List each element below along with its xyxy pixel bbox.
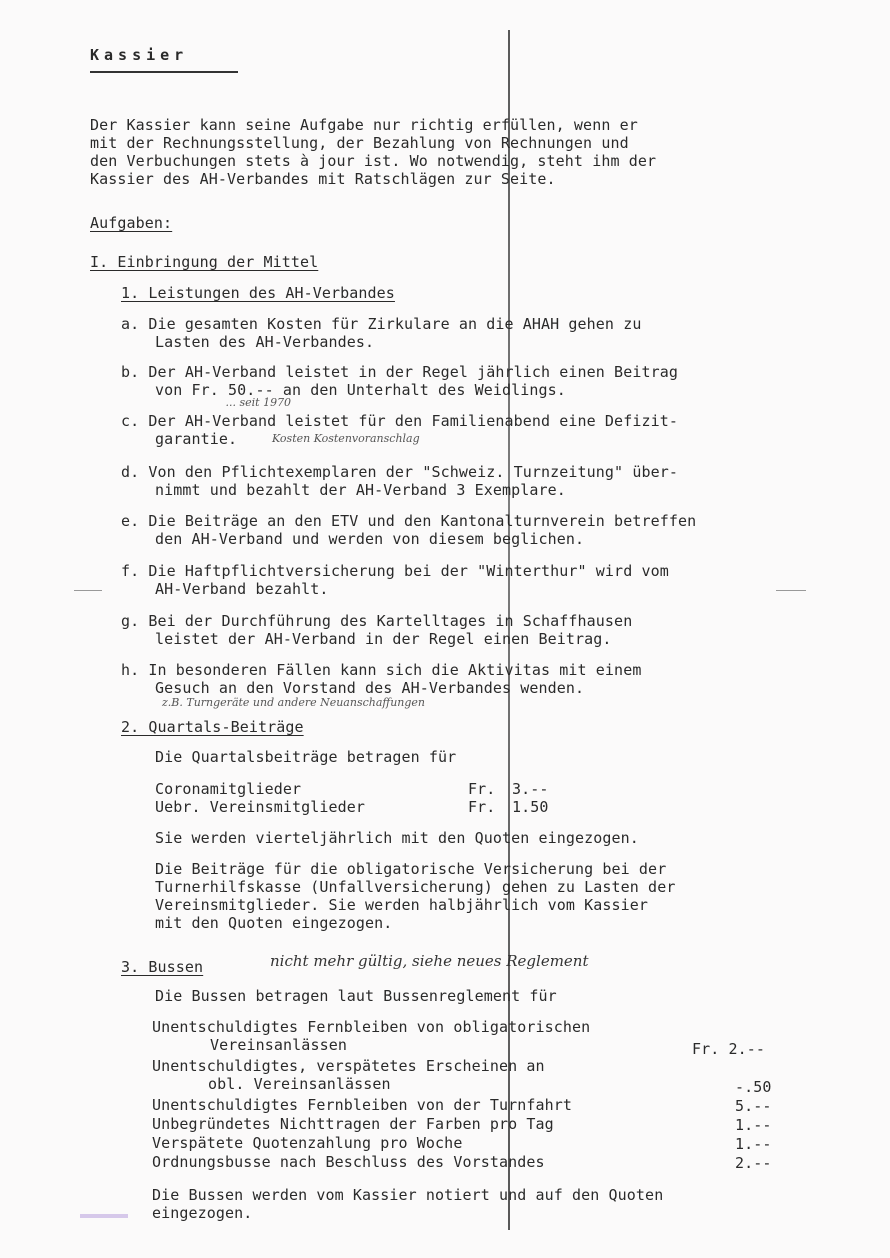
section-1-heading: I. Einbringung der Mittel bbox=[90, 253, 319, 271]
subsection-1-heading: 1. Leistungen des AH-Verbandes bbox=[121, 284, 395, 302]
margin-mark bbox=[80, 1214, 128, 1218]
handwritten-note: Kosten Kostenvoranschlag bbox=[272, 432, 420, 445]
handwritten-note: z.B. Turngeräte und andere Neuanschaffungen bbox=[162, 696, 426, 709]
handwritten-note: ... seit 1970 bbox=[215, 396, 292, 409]
fee-label: Coronamitglieder bbox=[155, 780, 302, 798]
fee-amount: 3.-- bbox=[512, 780, 549, 798]
subsection-3-heading: 3. Bussen bbox=[121, 958, 204, 976]
quarterly-collection-text: Sie werden vierteljährlich mit den Quoten eingezogen. bbox=[155, 829, 639, 847]
fines-intro: Die Bussen betragen laut Bussenreglement für bbox=[155, 987, 557, 1005]
fee-currency: Fr. bbox=[468, 780, 496, 798]
fine-label: Unentschuldigtes Fernbleiben von der Turnfahrt bbox=[152, 1096, 573, 1114]
page-title: Kassier bbox=[90, 46, 189, 64]
fine-label: Unbegründetes Nichttragen der Farben pro Tag bbox=[152, 1115, 554, 1133]
intro-line: Kassier des AH-Verbandes mit Ratschlägen zur Seite. bbox=[90, 170, 556, 188]
fine-label: Vereinsanlässen bbox=[210, 1036, 347, 1054]
margin-mark bbox=[74, 590, 102, 591]
fine-amount: 2.-- bbox=[735, 1154, 772, 1172]
subsection-2-heading: 2. Quartals-Beiträge bbox=[121, 718, 304, 736]
intro-line: den Verbuchungen stets à jour ist. Wo notwendig, steht ihm der bbox=[90, 152, 657, 170]
fee-currency: Fr. bbox=[468, 798, 496, 816]
fine-label: Unentschuldigtes Fernbleiben von obligatorischen bbox=[152, 1018, 591, 1036]
fine-amount: Fr. 2.-- bbox=[692, 1040, 766, 1058]
title-underline bbox=[90, 71, 238, 73]
fine-amount: -.50 bbox=[735, 1078, 772, 1096]
fine-label: Verspätete Quotenzahlung pro Woche bbox=[152, 1134, 463, 1152]
margin-mark bbox=[776, 590, 806, 591]
handwritten-note: nicht mehr gültig, siehe neues Reglement bbox=[270, 952, 589, 970]
fine-label: Unentschuldigtes, verspätetes Erscheinen an bbox=[152, 1057, 545, 1075]
fee-label: Uebr. Vereinsmitglieder bbox=[155, 798, 366, 816]
fee-amount: 1.50 bbox=[512, 798, 549, 816]
fine-label: obl. Vereinsanlässen bbox=[208, 1075, 391, 1093]
fine-amount: 5.-- bbox=[735, 1097, 772, 1115]
quarterly-intro: Die Quartalsbeiträge betragen für bbox=[155, 748, 457, 766]
fine-amount: 1.-- bbox=[735, 1116, 772, 1134]
intro-line: Der Kassier kann seine Aufgabe nur richtig erfüllen, wenn er bbox=[90, 116, 638, 134]
document-page: Kassier Der Kassier kann seine Aufgabe nur richtig erfüllen, wenn er mit der Rechnungsstellung, der Bezahlung von Rechnungen und den Verbuchungen stets à jour ist. Wo notwendig, steht ihm der Kassier des AH-Verbandes mit Ratschlägen zur Seite. Aufgaben: I. Einbringung der Mittel 1. Leistungen des AH-Verbandes a. Die gesamten Kosten für Zirkulare an die AHAH gehen zu Lasten des AH-Verbandes. b. Der AH-Verband leistet in der Regel jährlich einen Beitrag von Fr. 50.-- an den Unterhalt des Weidlings. ... seit 1970 c. Der AH-Verband leistet für den Familienabend eine Defizit- garantie. Kosten Kostenvoranschlag d. Von den Pflichtexemplaren der "Schweiz. Turnzeitung" über- nimmt und bezahlt der AH-Verband 3 Exemplare. e. Die Beiträge an den ETV und den Kantonalturnverein betreffen den AH-Verband und werden von diesem beglichen. f. Die Haftpflichtversicherung bei der "Winterthur" wird vom AH-Verband bezahlt. g. Bei der Durchführung des Kartelltages in Schaffhausen leistet der AH-Verband in der Regel einen Beitrag. h. In besonderen Fällen kann sich die Aktivitas mit einem Gesuch an den Vorstand des AH-Verbandes wenden. z.B. Turngeräte und andere Neuanschaffungen 2. Quartals-Beiträge Die Quartalsbeiträge betragen für Coronamitglieder Fr. 3.-- Uebr. Vereinsmitglieder Fr. 1.50 Sie werden vierteljährlich mit den Quoten eingezogen. Die Beiträge für die obligatorische Versicherung bei der Turnerhilfskasse (Unfallversicherung) gehen zu Lasten der Vereinsmitglieder. Sie werden halbjährlich vom Kassier mit den Quoten eingezogen. 3. Bussen nicht mehr gültig, siehe neues Reglement Die Bussen betragen laut Bussenreglement für Unentschuldigtes Fernbleiben von obligatorischen Vereinsanlässen Fr. 2.-- Unentschuldigtes, verspätetes Erscheinen an obl. Vereinsanlässen -.50 Unentschuldigtes Fernbleiben von der Turnfahrt 5.-- Unbegründetes Nichttragen der Farben pro Tag 1.-- Verspätete Quotenzahlung pro Woche 1.-- Ordnungsbusse nach Beschluss des Vorstandes 2.-- Die Bussen werden vom Kassier notiert und auf den Quoten eingezogen. bbox=[0, 0, 890, 1258]
tasks-heading: Aufgaben: bbox=[90, 214, 173, 232]
intro-line: mit der Rechnungsstellung, der Bezahlung von Rechnungen und bbox=[90, 134, 629, 152]
fine-amount: 1.-- bbox=[735, 1135, 772, 1153]
fine-label: Ordnungsbusse nach Beschluss des Vorstandes bbox=[152, 1153, 545, 1171]
